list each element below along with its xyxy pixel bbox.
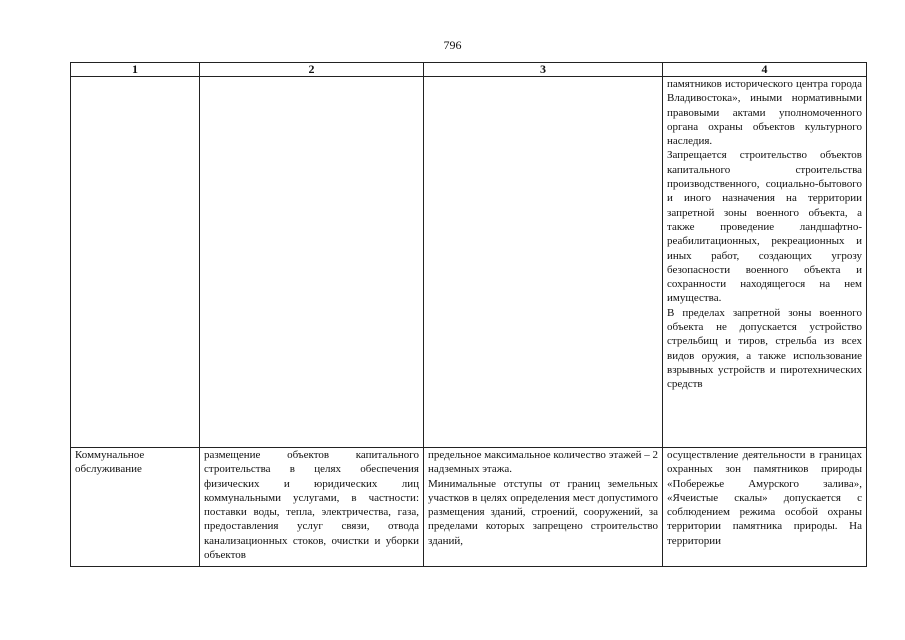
cell-parameters xyxy=(424,448,663,567)
table-row xyxy=(71,77,867,448)
page-number: 796 xyxy=(443,38,462,52)
restriction-paragraph: В пределах запретной зоны военного объекта не допускается устройство стрельбищ и тиров, стрельба из всех видов оружия, а также использование взрывных устройств и пиротехнических средств xyxy=(667,306,862,391)
restriction-paragraph: памятников исторического центра города Владивостока», иными нормативными правовыми актами уполномоченного органа охраны объектов культурного наследия. xyxy=(667,78,862,148)
cell-use-description xyxy=(200,77,424,448)
zoning-table xyxy=(70,62,867,567)
cell-restrictions xyxy=(663,448,867,567)
column-header-2: 2 xyxy=(200,63,424,77)
cell-restrictions xyxy=(663,77,867,448)
parameter-paragraph: Минимальные отступы от границ земельных участков в целях определения мест допустимого размещения зданий, строений, сооружений, за пределами которых запрещено строительство зданий, xyxy=(428,477,658,547)
cell-parameters xyxy=(424,77,663,448)
description-paragraph: размещение объектов капитального строительства в целях обеспечения физических и юридических лиц коммунальными услугами, в частности: поставки воды, тепла, электричества, газа, предоставления услуг связи, отвода канализационных стоков, очистки и уборки объектов xyxy=(204,449,419,562)
restriction-paragraph: Запрещается строительство объектов капитального строительства производственного, социально-бытового и иного назначения на территории запретной зоны военного объекта, а также проведение ландшафтно-реабилитационных, рекреационных и иных работ, создающих угрозу безопасности военного объекта и сохранности находящегося на нем имущества. xyxy=(667,149,862,305)
restriction-paragraph: осуществление деятельности в границах охранных зон памятников природы «Побережье Амурского залива», «Ячеистые скалы» допускается с соблюдением режима особой охраны территории памятника природы. На территории xyxy=(667,449,862,547)
table-header-row xyxy=(71,63,867,77)
cell-use-type xyxy=(71,77,200,448)
parameter-paragraph: предельное максимальное количество этажей – 2 надземных этажа. xyxy=(428,449,658,476)
column-header-3: 3 xyxy=(424,63,663,77)
table-row xyxy=(71,448,867,567)
column-header-4: 4 xyxy=(663,63,867,77)
column-header-1: 1 xyxy=(71,63,200,77)
cell-use-type: Коммунальное обслуживание xyxy=(71,448,200,567)
cell-use-description xyxy=(200,448,424,567)
